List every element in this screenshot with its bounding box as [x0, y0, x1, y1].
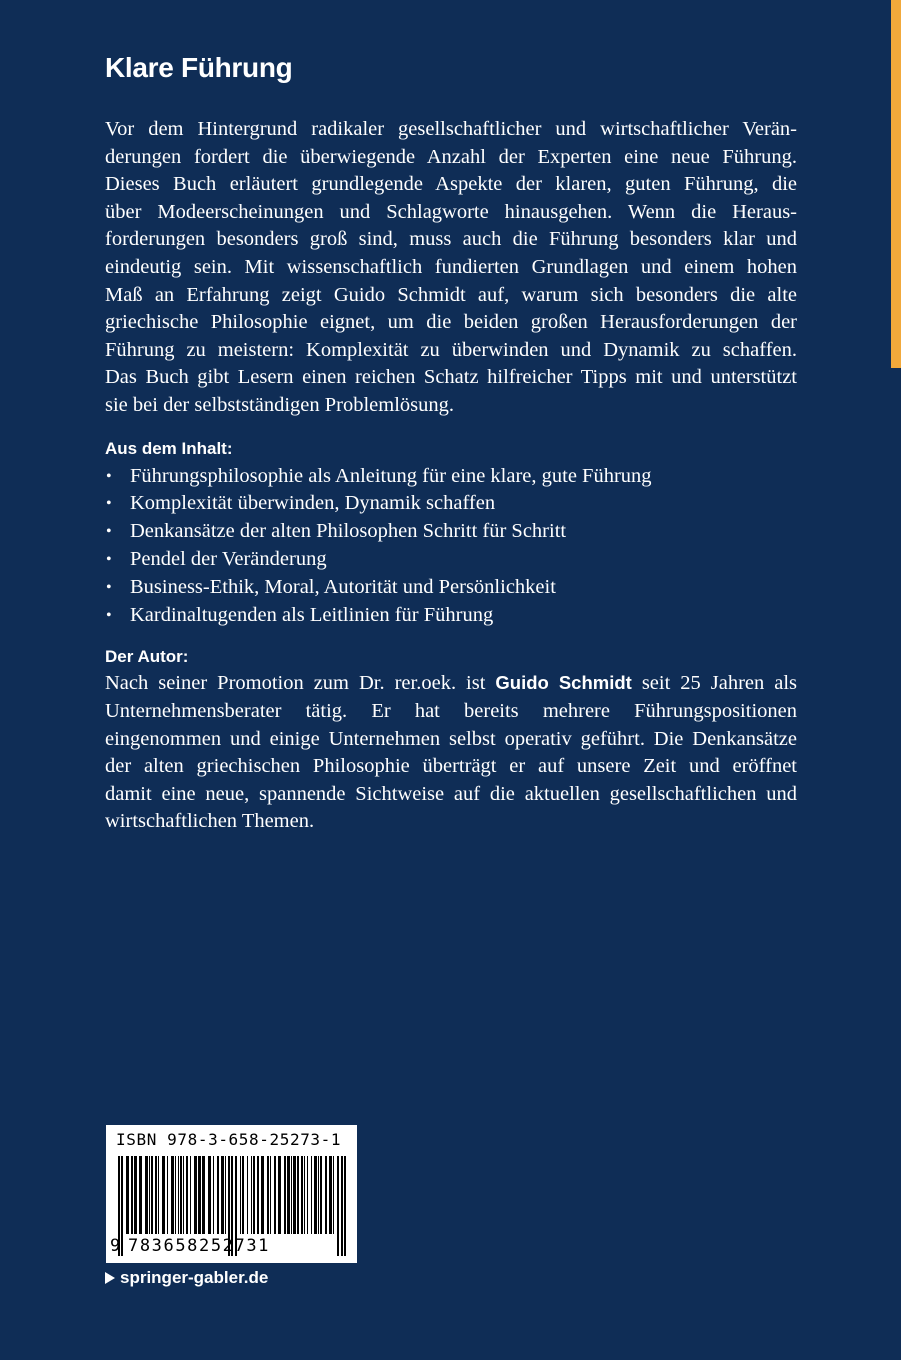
barcode-bar: [240, 1156, 241, 1234]
barcode-bar: [314, 1156, 317, 1234]
back-cover-content: [105, 48, 797, 836]
barcode-bar: [297, 1156, 299, 1234]
author-bio-line: eingenommen und einige Unternehmen selbst operativ geführt. Die Denkansätze: [105, 727, 797, 750]
list-item: • Führungsphilosophie als Anleitung für eine klare, gute Führung: [105, 463, 797, 491]
description-line: Vor dem Hintergrund radikaler gesellschaftlicher und wirtschaftlicher Verän-: [105, 118, 797, 140]
barcode-bar: [162, 1156, 165, 1234]
barcode-bar: [180, 1156, 182, 1234]
barcode-bar: [149, 1156, 150, 1234]
bullet-point: •: [106, 550, 112, 568]
list-item: • Denkansätze der alten Philosophen Schritt für Schritt: [105, 518, 797, 546]
barcode-bar: [225, 1156, 226, 1234]
barcode-bar: [318, 1156, 319, 1234]
barcode-bar: [208, 1156, 211, 1234]
barcode-bar: [139, 1156, 142, 1234]
barcode-bar: [325, 1156, 327, 1234]
barcode-bar: [333, 1156, 334, 1234]
barcode-bar: [126, 1156, 129, 1234]
barcode-lead-digit: 9: [110, 1236, 121, 1256]
description-line: über Modeerscheinungen und Schlagworte hinausgehen. Wenn die Heraus-: [105, 200, 797, 223]
barcode-bar: [278, 1156, 281, 1234]
triangle-arrow-icon: [105, 1272, 115, 1284]
barcode-bar: [304, 1156, 305, 1234]
barcode-guard-bar: [121, 1156, 123, 1256]
author-bio-line: wirtschaftlichen Themen.: [105, 810, 315, 833]
barcode-bar: [167, 1156, 168, 1234]
list-item: • Kardinaltugenden als Leitlinien für Führung: [105, 602, 797, 630]
author-bio-line: Unternehmensberater tätig. Er hat bereits mehrere Führungspositionen: [105, 699, 797, 722]
bullet-point: •: [106, 578, 112, 596]
publisher-link[interactable]: [105, 1266, 268, 1290]
author-heading: Der Autor:: [105, 647, 189, 667]
description-line: eindeutig sein. Mit wissenschaftlich fundierten Grundlagen und einem hohen: [105, 255, 797, 278]
barcode-bar: [261, 1156, 264, 1234]
barcode-bar: [320, 1156, 322, 1234]
barcode-bar: [175, 1156, 176, 1234]
barcode-bar: [311, 1156, 312, 1234]
barcode-bar: [190, 1156, 191, 1234]
barcode-bar: [247, 1156, 248, 1234]
author-bio-line: damit eine neue, spannende Sichtweise auf die aktuellen gesellschaftlichen und: [105, 782, 797, 805]
barcode-bar: [178, 1156, 179, 1234]
barcode-bar: [145, 1156, 148, 1234]
description-line: derungen fordert die überwiegende Anzahl der Experten eine neue Führung.: [105, 145, 797, 168]
isbn-barcode: [106, 1125, 357, 1263]
barcode-bar: [287, 1156, 290, 1234]
list-item: • Pendel der Veränderung: [105, 546, 797, 574]
barcode-bar: [217, 1156, 219, 1234]
author-bio-line: der alten griechischen Philosophie überträgt er auf unsere Zeit und eröffnet: [105, 755, 797, 778]
barcode-bar: [291, 1156, 292, 1234]
spine-accent-strip: [891, 0, 901, 368]
barcode-bar: [134, 1156, 137, 1234]
barcode-bar: [301, 1156, 303, 1234]
description-line: Dieses Buch erläutert grundlegende Aspekte der klaren, guten Führung, die: [105, 173, 797, 196]
book-description: [105, 116, 797, 420]
barcode-bar: [251, 1156, 252, 1234]
barcode-bar: [171, 1156, 174, 1234]
isbn-label: ISBN 978-3-658-25273-1: [116, 1130, 342, 1149]
barcode-bar: [242, 1156, 244, 1234]
barcode-bar: [202, 1156, 205, 1234]
barcode-bar: [293, 1156, 296, 1234]
description-line: Maß an Erfahrung zeigt Guido Schmidt auf, warum sich besonders die alte: [105, 283, 797, 306]
list-item: • Business-Ethik, Moral, Autorität und Persönlichkeit: [105, 574, 797, 602]
barcode-digits: 783658252731: [128, 1236, 271, 1256]
barcode-bar: [131, 1156, 133, 1234]
description-line: sie bei der selbstständigen Problemlösung.: [105, 393, 455, 416]
description-line: griechische Philosophie eignet, um die beiden großen Herausforderungen der: [105, 311, 797, 334]
barcode-bar: [329, 1156, 332, 1234]
bullet-point: •: [106, 467, 112, 485]
author-bio-line: Nach seiner Promotion zum Dr. rer.oek. ist Guido Schmidt seit 25 Jahren als: [105, 672, 798, 695]
barcode-bar: [267, 1156, 269, 1234]
barcode-bar: [151, 1156, 153, 1234]
barcode-bar: [186, 1156, 188, 1234]
description-line: Führung zu meistern: Komplexität zu überwinden und Dynamik zu schaffen.: [105, 338, 797, 361]
barcode-bar: [284, 1156, 286, 1234]
barcode-bar: [183, 1156, 184, 1234]
bullet-point: •: [106, 606, 112, 624]
barcode-bar: [198, 1156, 201, 1234]
barcode-bar: [270, 1156, 271, 1234]
barcode-bar: [155, 1156, 157, 1234]
barcode-bar: [257, 1156, 259, 1234]
contents-list: [105, 463, 797, 630]
list-item: • Komplexität überwinden, Dynamik schaffen: [105, 490, 797, 518]
barcode-bar: [194, 1156, 197, 1234]
barcode-bar: [158, 1156, 159, 1234]
contents-heading: Aus dem Inhalt:: [105, 438, 233, 458]
barcode-bar: [307, 1156, 308, 1234]
barcode-bar: [253, 1156, 255, 1234]
author-bio: [105, 669, 797, 836]
barcode-bar: [213, 1156, 214, 1234]
description-line: Das Buch gibt Lesern einen reichen Schatz hilfreicher Tipps mit und unterstützt: [105, 366, 797, 389]
publisher-url: springer-gabler.de: [120, 1268, 269, 1287]
book-title: Klare Führung: [105, 52, 293, 83]
author-name: Guido Schmidt: [495, 672, 632, 694]
description-line: forderungen besonders groß sind, muss auch die Führung besonders klar und: [105, 228, 797, 251]
barcode-bar: [274, 1156, 276, 1234]
bullet-point: •: [106, 523, 112, 541]
bullet-point: •: [106, 495, 112, 513]
barcode-bar: [221, 1156, 224, 1234]
